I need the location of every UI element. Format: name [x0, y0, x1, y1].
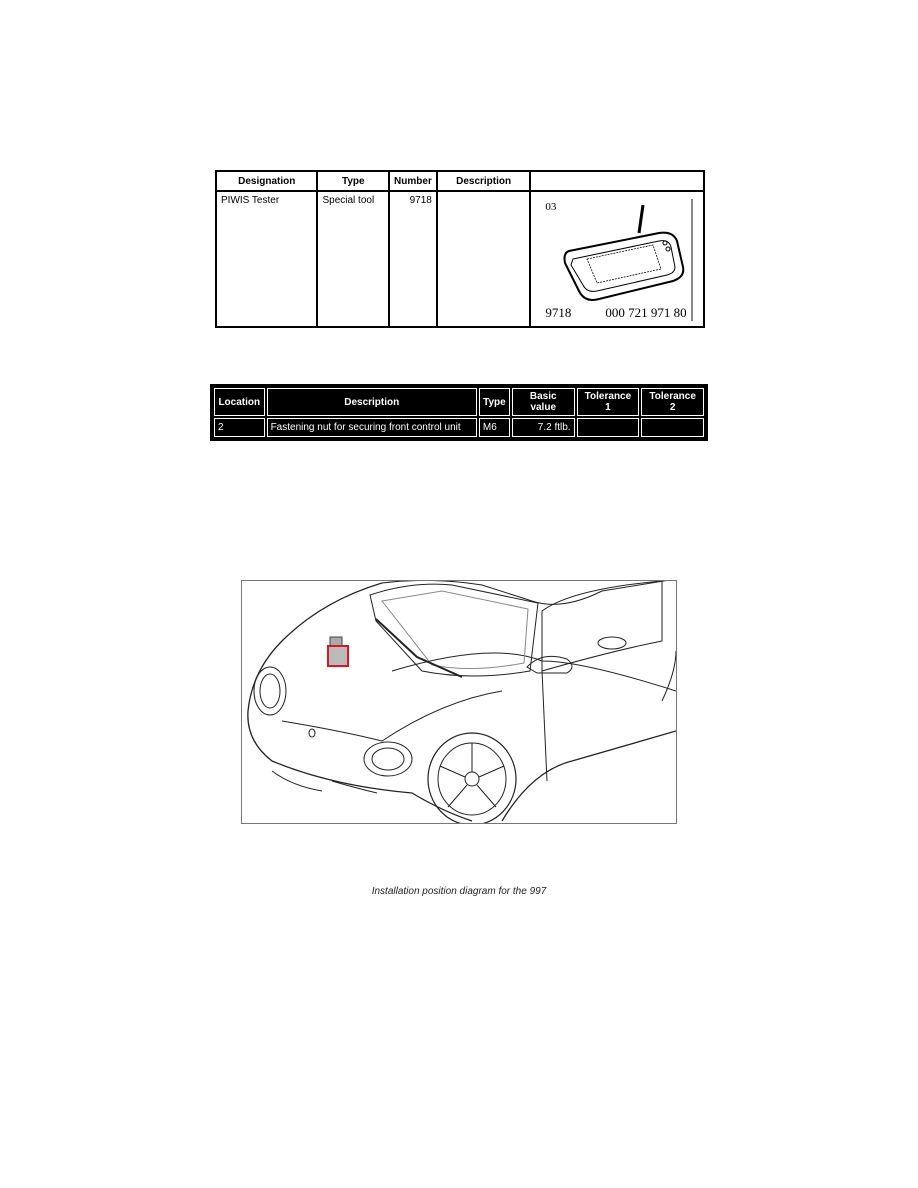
cell-tolerance-1	[577, 418, 640, 437]
table-row	[214, 418, 704, 437]
header-type: Type	[479, 388, 510, 416]
tool-number-label: 9718	[545, 305, 572, 320]
piwis-tester-icon	[555, 203, 695, 303]
header-number: Number	[389, 171, 437, 191]
cell-type: Special tool	[317, 191, 389, 327]
header-type: Type	[317, 171, 389, 191]
header-description: Description	[267, 388, 477, 416]
cell-tool-image	[530, 191, 704, 327]
table-row	[216, 191, 704, 327]
divider	[691, 199, 693, 321]
cell-designation: PIWIS Tester	[216, 191, 317, 327]
header-description: Description	[437, 171, 531, 191]
cell-number: 9718	[389, 191, 437, 327]
torque-table-header	[214, 388, 704, 416]
header-location: Location	[214, 388, 265, 416]
header-basic-value: Basic value	[512, 388, 575, 416]
cell-type: M6	[479, 418, 510, 437]
header-tolerance-2: Tolerance 2	[641, 388, 704, 416]
installation-diagram	[241, 580, 677, 824]
tightening-torque-table	[210, 384, 708, 441]
tools-table-header	[216, 171, 704, 191]
car-diagram-icon	[242, 581, 676, 823]
tool-image	[535, 195, 699, 323]
control-unit-highlight	[327, 645, 349, 667]
figure-caption: Installation position diagram for the 997	[371, 886, 547, 897]
header-image	[530, 171, 704, 191]
special-tools-table	[215, 170, 705, 328]
tool-image-code: 03	[545, 201, 557, 213]
cell-description	[437, 191, 531, 327]
cell-location: 2	[214, 418, 265, 437]
cell-basic-value: 7.2 ftlb.	[512, 418, 575, 437]
cell-description: Fastening nut for securing front control unit	[267, 418, 477, 437]
part-number-label: 000 721 971 80	[605, 305, 687, 320]
cell-tolerance-2	[641, 418, 704, 437]
header-designation: Designation	[216, 171, 317, 191]
header-tolerance-1: Tolerance 1	[577, 388, 640, 416]
